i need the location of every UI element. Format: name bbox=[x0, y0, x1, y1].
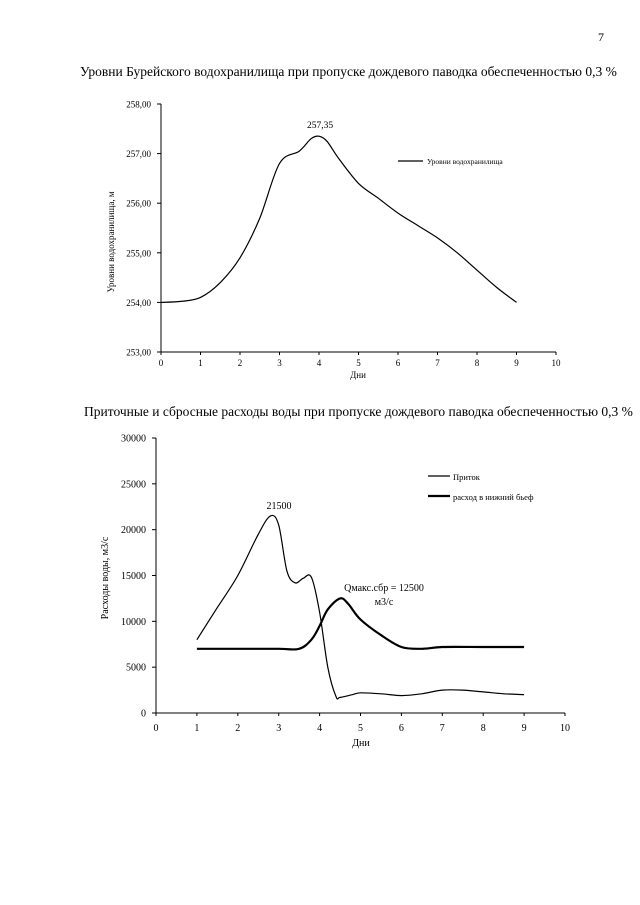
chart1-y-axis-label: Уровни водохранилища, м bbox=[106, 191, 116, 293]
chart2-annotation-3: м3/с bbox=[374, 597, 394, 608]
chart2-y-tick-label: 20000 bbox=[121, 525, 146, 537]
chart2-x-tick-label: 10 bbox=[560, 723, 570, 734]
page-number: 7 bbox=[598, 30, 604, 44]
chart2-legend-label-2: расход в нижний бьеф bbox=[453, 492, 534, 502]
chart2-annotation-1: 21500 bbox=[266, 501, 292, 512]
chart2-x-tick-label: 5 bbox=[358, 723, 363, 734]
chart2-x-tick-label: 6 bbox=[398, 723, 404, 734]
chart1-y-tick-label: 255,00 bbox=[126, 248, 151, 259]
chart1-title: Уровни Бурейского водохранилища при пропуске дождевого паводка обеспеченностью 0,3 % bbox=[80, 64, 617, 79]
chart2-x-tick-label: 8 bbox=[480, 723, 486, 734]
chart1-x-tick-label: 6 bbox=[395, 358, 401, 368]
chart2-series-line-1 bbox=[197, 515, 524, 699]
chart1-x-tick-label: 0 bbox=[158, 358, 164, 368]
chart1-x-tick-label: 5 bbox=[356, 358, 361, 368]
chart1-y-tick-label: 254,00 bbox=[126, 297, 151, 308]
chart1-x-axis-label: Дни bbox=[350, 370, 366, 380]
chart2-series-line-2 bbox=[197, 598, 524, 649]
chart2-x-axis-label: Дни bbox=[352, 738, 370, 749]
chart1-x-tick-label: 3 bbox=[277, 358, 282, 368]
chart1-x-tick-label: 10 bbox=[551, 358, 561, 368]
chart2-x-tick-label: 7 bbox=[439, 723, 445, 734]
chart1-x-tick-label: 9 bbox=[514, 358, 519, 368]
chart1-x-tick-label: 7 bbox=[435, 358, 440, 368]
chart2-y-axis-label: Расходы воды, м3/с bbox=[100, 536, 111, 620]
chart1-x-tick-label: 8 bbox=[474, 358, 480, 368]
chart2-y-tick-label: 15000 bbox=[121, 571, 146, 582]
chart1-annotation-1: 257,35 bbox=[306, 121, 334, 131]
chart2-x-tick-label: 4 bbox=[317, 723, 323, 734]
chart1-x-tick-label: 2 bbox=[237, 358, 243, 368]
chart1-y-tick-label: 253,00 bbox=[126, 347, 151, 358]
chart2-x-tick-label: 3 bbox=[276, 723, 282, 734]
chart1-y-tick-label: 257,00 bbox=[126, 149, 151, 160]
chart2-y-tick-label: 10000 bbox=[121, 616, 146, 628]
chart2-annotation-2: Qмакс.сбр = 12500 bbox=[344, 583, 424, 594]
chart2-y-tick-label: 0 bbox=[141, 708, 146, 720]
chart2-legend-label-1: Приток bbox=[453, 472, 480, 482]
chart2-x-tick-label: 9 bbox=[521, 723, 527, 734]
chart2-y-tick-label: 25000 bbox=[121, 479, 146, 491]
chart2-x-tick-label: 2 bbox=[235, 723, 241, 734]
chart2-y-tick-label: 30000 bbox=[121, 433, 146, 445]
chart2-x-tick-label: 0 bbox=[153, 723, 159, 734]
chart2-y-tick-label: 5000 bbox=[126, 662, 146, 674]
chart2-title: Приточные и сбросные расходы воды при пропуске дождевого паводка обеспеченностью 0,3 % bbox=[84, 404, 633, 419]
chart1-legend-label-1: Уровни водохранилища bbox=[427, 157, 503, 166]
chart1-x-tick-label: 4 bbox=[316, 358, 322, 368]
chart1-x-tick-label: 1 bbox=[198, 358, 203, 368]
chart2-x-tick-label: 1 bbox=[194, 723, 200, 734]
chart1-y-tick-label: 258,00 bbox=[126, 99, 151, 110]
chart1-y-tick-label: 256,00 bbox=[126, 198, 151, 209]
